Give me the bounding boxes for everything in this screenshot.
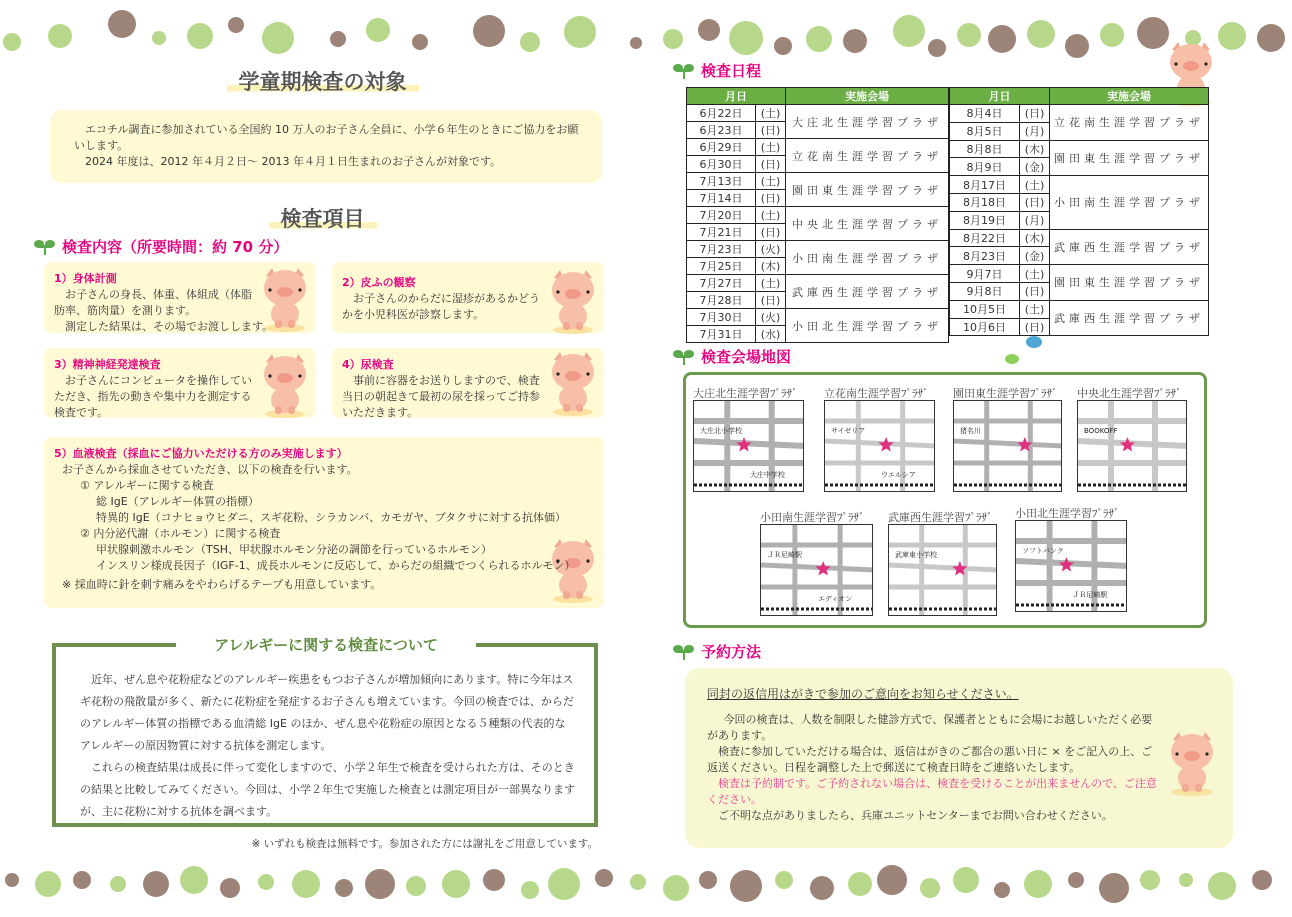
column-header-venue: 実施会場 — [786, 88, 949, 105]
map-title: 大庄北生涯学習ﾌﾟﾗｻﾞ — [693, 387, 798, 400]
decorative-dot — [483, 869, 505, 891]
schedule-weekday: (日) — [756, 156, 786, 173]
item-note: ※ 採血時に針を刺す痛みをやわらげるテープも用意しています。 — [62, 578, 382, 591]
map-title: 中央北生涯学習ﾌﾟﾗｻﾞ — [1077, 387, 1182, 400]
birds-icon — [1000, 332, 1046, 370]
schedule-date: 7月25日 — [687, 258, 756, 275]
decorative-dot — [698, 19, 720, 41]
decorative-dot — [521, 881, 539, 899]
reservation-paragraph: 今回の検査は、人数を制限した健診方式で、保護者とともに会場にお越しいただく必要があります。 — [707, 713, 1153, 742]
schedule-date: 9月7日 — [950, 265, 1020, 283]
schedule-venue: 武庫西生涯学習プラザ — [1050, 300, 1209, 336]
decorative-dot — [262, 22, 294, 54]
allergy-paragraph: 近年、ぜん息や花粉症などのアレルギー疾患をもつお子さんが増加傾向にあります。特に今年はスギ花粉の飛散量が多く、新たに花粉症を発症するお子さんも増えています。今回の検査では、からだのアレルギー体質の指標である血清総 IgE のほか、ぜん息や花粉症の原因となる５種類の代表的なアレルギーの原因物質に対する抗体を測定します。 — [80, 673, 574, 752]
schedule-weekday: (土) — [756, 173, 786, 190]
intro-box — [50, 110, 602, 183]
decorative-dot — [108, 10, 136, 38]
schedule-date: 6月30日 — [687, 156, 756, 173]
schedule-row — [687, 173, 949, 190]
schedule-weekday: (日) — [756, 190, 786, 207]
schedule-date: 8月9日 — [950, 158, 1020, 176]
map-label: 武庫東小学校 — [895, 551, 937, 559]
item-title: 1）身体計測 — [54, 272, 117, 285]
exam-item-urine — [332, 348, 604, 418]
schedule-venue: 小田北生涯学習プラザ — [786, 309, 949, 343]
heading-text: 予約方法 — [701, 643, 762, 661]
map-road — [954, 441, 1062, 446]
decorative-dot — [843, 29, 867, 53]
map-title: 園田東生涯学習ﾌﾟﾗｻﾞ — [953, 387, 1058, 400]
schedule-date: 7月23日 — [687, 241, 756, 258]
schedule-date: 7月14日 — [687, 190, 756, 207]
schedule-date: 7月27日 — [687, 275, 756, 292]
pig-with-laptop-illustration — [256, 352, 314, 422]
item-title: 4）尿検査 — [342, 358, 394, 371]
schedule-weekday: (火) — [756, 309, 786, 326]
decorative-dot — [928, 39, 946, 57]
schedule-weekday: (火) — [756, 241, 786, 258]
item-body: お子さんにコンピュータを操作していただき、指先の動きや集中力を測定する検査です。 — [54, 374, 252, 419]
decorative-dot — [48, 24, 72, 48]
schedule-weekday: (金) — [1020, 247, 1050, 265]
map-label: 大庄中学校 — [749, 471, 785, 479]
schedule-row — [687, 309, 949, 326]
schedule-date: 8月19日 — [950, 211, 1020, 229]
reservation-contact: ご不明な点がありましたら、兵庫ユニットセンターまでお問い合わせください。 — [718, 809, 1113, 822]
decorative-dot — [406, 876, 426, 896]
section-heading-reservation — [673, 641, 761, 662]
venue-star-icon — [878, 437, 893, 452]
schedule-venue: 武庫西生涯学習プラザ — [1050, 229, 1209, 265]
schedule-date: 8月17日 — [950, 176, 1020, 194]
page-title-target: 学童期検査の対象 — [227, 70, 419, 94]
map-label: BOOKOFF — [1084, 427, 1118, 435]
map-label: 大庄北小学校 — [700, 427, 742, 435]
map-title: 立花南生涯学習ﾌﾟﾗｻﾞ — [824, 387, 929, 400]
schedule-date: 7月21日 — [687, 224, 756, 241]
venue-map — [953, 385, 1062, 492]
schedule-row — [687, 241, 949, 258]
schedule-row — [950, 229, 1209, 247]
schedule-table-left — [686, 87, 949, 343]
item-body: 総 IgE（アレルギー体質の指標） — [96, 495, 259, 508]
decorative-dot — [1068, 872, 1084, 888]
schedule-row — [950, 265, 1209, 283]
decorative-dot — [774, 37, 792, 55]
item-body: 特異的 IgE（コナヒョウヒダニ、スギ花粉、シラカンバ、カモガヤ、ブタクサに対する抗体価） — [96, 511, 567, 524]
decorative-dot — [110, 876, 126, 892]
decorative-dot — [848, 872, 872, 896]
decorative-dot — [1140, 870, 1160, 890]
item-body: インスリン様成長因子（IGF-1、成長ホルモンに反応して、からだの組織でつくられるホルモン） — [96, 559, 576, 572]
schedule-row — [687, 275, 949, 292]
footnote: ※ いずれも検査は無料です。参加された方には謝礼をご用意しています。 — [251, 838, 598, 850]
schedule-weekday: (日) — [1020, 318, 1050, 336]
schedule-weekday: (土) — [756, 139, 786, 156]
schedule-date: 7月13日 — [687, 173, 756, 190]
schedule-date: 6月29日 — [687, 139, 756, 156]
schedule-venue: 小田南生涯学習プラザ — [1050, 176, 1209, 229]
schedule-weekday: (木) — [1020, 140, 1050, 158]
decorative-dot — [35, 871, 61, 897]
decorative-dot — [1024, 870, 1052, 898]
item-body: 測定した結果は、その場でお渡しします。 — [65, 320, 274, 333]
map-label: サイゼリア — [831, 427, 866, 435]
decorative-dot — [729, 21, 763, 55]
decorative-dot — [1179, 873, 1193, 887]
decorative-dot — [292, 870, 320, 898]
decorative-dot — [877, 865, 907, 895]
heading-text: 検査内容（所要時間：約 70 分） — [62, 238, 289, 256]
venue-map — [693, 385, 804, 492]
decorative-dot — [220, 878, 240, 898]
schedule-venue: 園田東生涯学習プラザ — [1050, 140, 1209, 176]
map-label: ＪＲ尼崎駅 — [767, 551, 802, 559]
schedule-row — [950, 300, 1209, 318]
allergy-info-box — [52, 636, 598, 827]
decorative-dot — [730, 870, 762, 902]
venue-star-icon — [1120, 437, 1135, 452]
decorative-dot — [1218, 22, 1246, 50]
map-title: 小田北生涯学習ﾌﾟﾗｻﾞ — [1015, 507, 1120, 520]
reservation-paragraph: 検査に参加していただける場合は、返信はがきのご都合の悪い日に × をご記入の上、ご返送ください。日程を調整した上で郵送にて検査日時をご連絡いたします。 — [707, 745, 1153, 774]
venue-star-icon — [816, 561, 831, 576]
decorative-dot — [663, 29, 683, 49]
schedule-weekday: (土) — [1020, 265, 1050, 283]
decorative-dot — [258, 874, 274, 890]
reservation-box — [685, 668, 1233, 848]
decorative-dot — [810, 876, 834, 900]
decorative-dot — [1257, 24, 1285, 52]
decorative-dot — [73, 871, 91, 889]
schedule-date: 7月30日 — [687, 309, 756, 326]
map-road — [889, 565, 997, 570]
exam-item-neurodevelopment — [44, 348, 316, 418]
decorative-dot — [994, 882, 1010, 898]
venue-map — [888, 509, 997, 616]
schedule-row — [687, 139, 949, 156]
reservation-warning: 検査は予約制です。ご予約されない場合は、検査を受けることが出来ませんので、ご注意ください。 — [707, 777, 1157, 806]
schedule-weekday: (日) — [1020, 282, 1050, 300]
decorative-dot — [1100, 23, 1124, 47]
map-label: 猪名川 — [960, 427, 981, 435]
decorative-dot — [180, 866, 208, 894]
exam-item-body-measurement — [44, 262, 316, 333]
decorative-dot — [893, 15, 925, 47]
schedule-weekday: (木) — [756, 258, 786, 275]
decorative-dot — [806, 26, 832, 52]
schedule-date: 8月4日 — [950, 105, 1020, 123]
schedule-weekday: (金) — [1020, 158, 1050, 176]
item-body: お子さんから採血させていただき、以下の検査を行います。 — [62, 463, 358, 476]
schedule-weekday: (日) — [1020, 193, 1050, 211]
schedule-date: 7月20日 — [687, 207, 756, 224]
decorative-dot — [1208, 872, 1236, 900]
schedule-weekday: (月) — [1020, 122, 1050, 140]
schedule-weekday: (月) — [1020, 211, 1050, 229]
decorative-dot — [473, 15, 505, 47]
items-title: 検査項目 — [269, 207, 377, 231]
item-body: お子さんのからだに湿疹があるかどうかを小児科医が診察します。 — [342, 292, 540, 321]
schedule-venue: 武庫西生涯学習プラザ — [786, 275, 949, 309]
schedule-date: 8月5日 — [950, 122, 1020, 140]
sprout-icon — [673, 644, 695, 660]
decorative-dot — [520, 32, 540, 52]
schedule-venue: 大庄北生涯学習プラザ — [786, 105, 949, 139]
schedule-weekday: (日) — [1020, 105, 1050, 123]
item-title: 5）血液検査（採血にご協力いただける方のみ実施します） — [54, 447, 348, 460]
pig-illustration — [544, 268, 602, 338]
decorative-dot — [1027, 20, 1055, 48]
decorative-dot — [335, 879, 353, 897]
decorative-dot — [957, 23, 981, 47]
intro-text: 2024 年度は、2012 年４月２日～ 2013 年４月１日生まれのお子さんが対象です。 — [85, 155, 502, 168]
decorative-dot — [1252, 870, 1272, 890]
decorative-dot — [920, 878, 940, 898]
schedule-weekday: (土) — [1020, 176, 1050, 194]
item-body: 事前に容器をお送りしますので、検査当日の朝起きて最初の尿を採ってご持参いただきます。 — [342, 374, 540, 419]
schedule-date: 8月23日 — [950, 247, 1020, 265]
decorative-dot — [330, 31, 346, 47]
section-heading-maps — [673, 346, 791, 367]
sprout-icon — [673, 63, 695, 79]
schedule-date: 8月8日 — [950, 140, 1020, 158]
schedule-weekday: (日) — [756, 224, 786, 241]
map-title: 小田南生涯学習ﾌﾟﾗｻﾞ — [760, 511, 865, 524]
schedule-date: 10月6日 — [950, 318, 1020, 336]
pig-on-toilet-illustration — [544, 350, 602, 420]
intro-text: エコチル調査に参加されている全国約 10 万人のお子さん全員に、小学６年生のときにご協力をお願いします。 — [74, 123, 579, 152]
schedule-weekday: (日) — [756, 292, 786, 309]
decorative-dot — [988, 25, 1016, 53]
column-header-date: 月日 — [687, 88, 786, 105]
decorative-dot — [1065, 34, 1089, 58]
reservation-lead: 同封の返信用はがきで参加のご意向をお知らせください。 — [707, 687, 1019, 701]
schedule-venue: 園田東生涯学習プラザ — [786, 173, 949, 207]
item-body: お子さんの身長、体重、体組成（体脂肪率、筋肉量）を測ります。 — [54, 288, 252, 317]
schedule-date: 8月18日 — [950, 193, 1020, 211]
decorative-dot — [143, 871, 169, 897]
schedule-table-right — [949, 87, 1209, 336]
exam-item-skin — [332, 262, 604, 333]
decorative-dot — [412, 34, 428, 50]
decorative-dot — [1099, 873, 1129, 903]
schedule-venue: 立花南生涯学習プラザ — [786, 139, 949, 173]
schedule-date: 10月5日 — [950, 300, 1020, 318]
exam-item-blood — [44, 437, 604, 608]
schedule-row — [687, 207, 949, 224]
schedule-row — [950, 105, 1209, 123]
decorative-dot — [564, 16, 596, 48]
item-title: 2）皮ふの観察 — [342, 276, 416, 289]
decorative-dot — [152, 31, 166, 45]
decorative-dot — [699, 871, 717, 889]
schedule-venue: 園田東生涯学習プラザ — [1050, 265, 1209, 301]
decorative-dot — [663, 875, 689, 901]
decorative-dot — [953, 867, 979, 893]
schedule-venue: 小田南生涯学習プラザ — [786, 241, 949, 275]
schedule-weekday: (日) — [756, 122, 786, 139]
schedule-date: 6月22日 — [687, 105, 756, 122]
map-label: ＪＲ尼崎駅 — [1072, 591, 1108, 599]
schedule-date: 7月31日 — [687, 326, 756, 343]
decorative-dot — [595, 869, 613, 887]
schedule-row — [950, 140, 1209, 158]
map-label: エディオン — [817, 595, 853, 603]
schedule-weekday: (土) — [1020, 300, 1050, 318]
decorative-dot — [5, 873, 19, 887]
schedule-date: 8月22日 — [950, 229, 1020, 247]
decorative-dot — [442, 870, 470, 898]
pig-holding-postcard-illustration — [1163, 730, 1221, 800]
item-body: 甲状腺刺激ホルモン（TSH、甲状腺ホルモン分泌の調節を行っているホルモン） — [96, 543, 492, 556]
venue-star-icon — [1059, 557, 1074, 572]
decorative-dot — [366, 18, 390, 42]
decorative-dot — [365, 869, 395, 899]
sprout-icon — [673, 349, 695, 365]
venue-map — [760, 509, 873, 616]
map-title: 武庫西生涯学習ﾌﾟﾗｻﾞ — [888, 511, 993, 524]
decorative-dot — [3, 33, 21, 51]
venue-map — [824, 385, 935, 492]
venue-map — [1077, 385, 1187, 492]
schedule-date: 9月8日 — [950, 282, 1020, 300]
allergy-title: アレルギーに関する検査について — [176, 634, 476, 655]
heading-text: 検査日程 — [701, 62, 762, 80]
column-header-date: 月日 — [950, 88, 1050, 105]
decorative-dot — [775, 871, 793, 889]
schedule-weekday: (土) — [756, 275, 786, 292]
item-title: 3）精神神経発達検査 — [54, 358, 161, 371]
schedule-date: 7月28日 — [687, 292, 756, 309]
item-body: ① アレルギーに関する検査 — [80, 479, 214, 492]
schedule-row — [950, 176, 1209, 194]
decorative-dot — [187, 23, 213, 49]
allergy-paragraph: これらの検査結果は成長に伴って変化しますので、小学２年生で検査を受けられた方は、そのときの結果と比較してみてください。今回は、小学２年生で実施した検査とは測定項目が一部異なりますが、主に花粉に対する抗体を調べます。 — [80, 761, 575, 818]
heading-text: 検査会場地図 — [701, 348, 792, 366]
decorative-dot — [630, 37, 642, 49]
section-heading-exam-contents — [34, 236, 288, 257]
decorative-dot — [548, 868, 580, 900]
column-header-venue: 実施会場 — [1050, 88, 1209, 105]
schedule-row — [687, 105, 949, 122]
schedule-weekday: (木) — [1020, 229, 1050, 247]
item-body: ② 内分泌代謝（ホルモン）に関する検査 — [80, 527, 281, 540]
map-label: ウエルシア — [880, 471, 916, 479]
schedule-venue: 立花南生涯学習プラザ — [1050, 105, 1209, 141]
decorative-dot — [228, 17, 244, 33]
schedule-weekday: (水) — [756, 326, 786, 343]
decorative-dot — [630, 874, 646, 890]
schedule-weekday: (土) — [756, 207, 786, 224]
venue-map — [1015, 505, 1127, 612]
sprout-icon — [34, 239, 56, 255]
schedule-venue: 中央北生涯学習プラザ — [786, 207, 949, 241]
map-label: ソフトバンク — [1022, 547, 1064, 555]
venue-star-icon — [736, 437, 751, 452]
schedule-date: 6月23日 — [687, 122, 756, 139]
section-heading-schedule — [673, 60, 761, 81]
schedule-weekday: (土) — [756, 105, 786, 122]
